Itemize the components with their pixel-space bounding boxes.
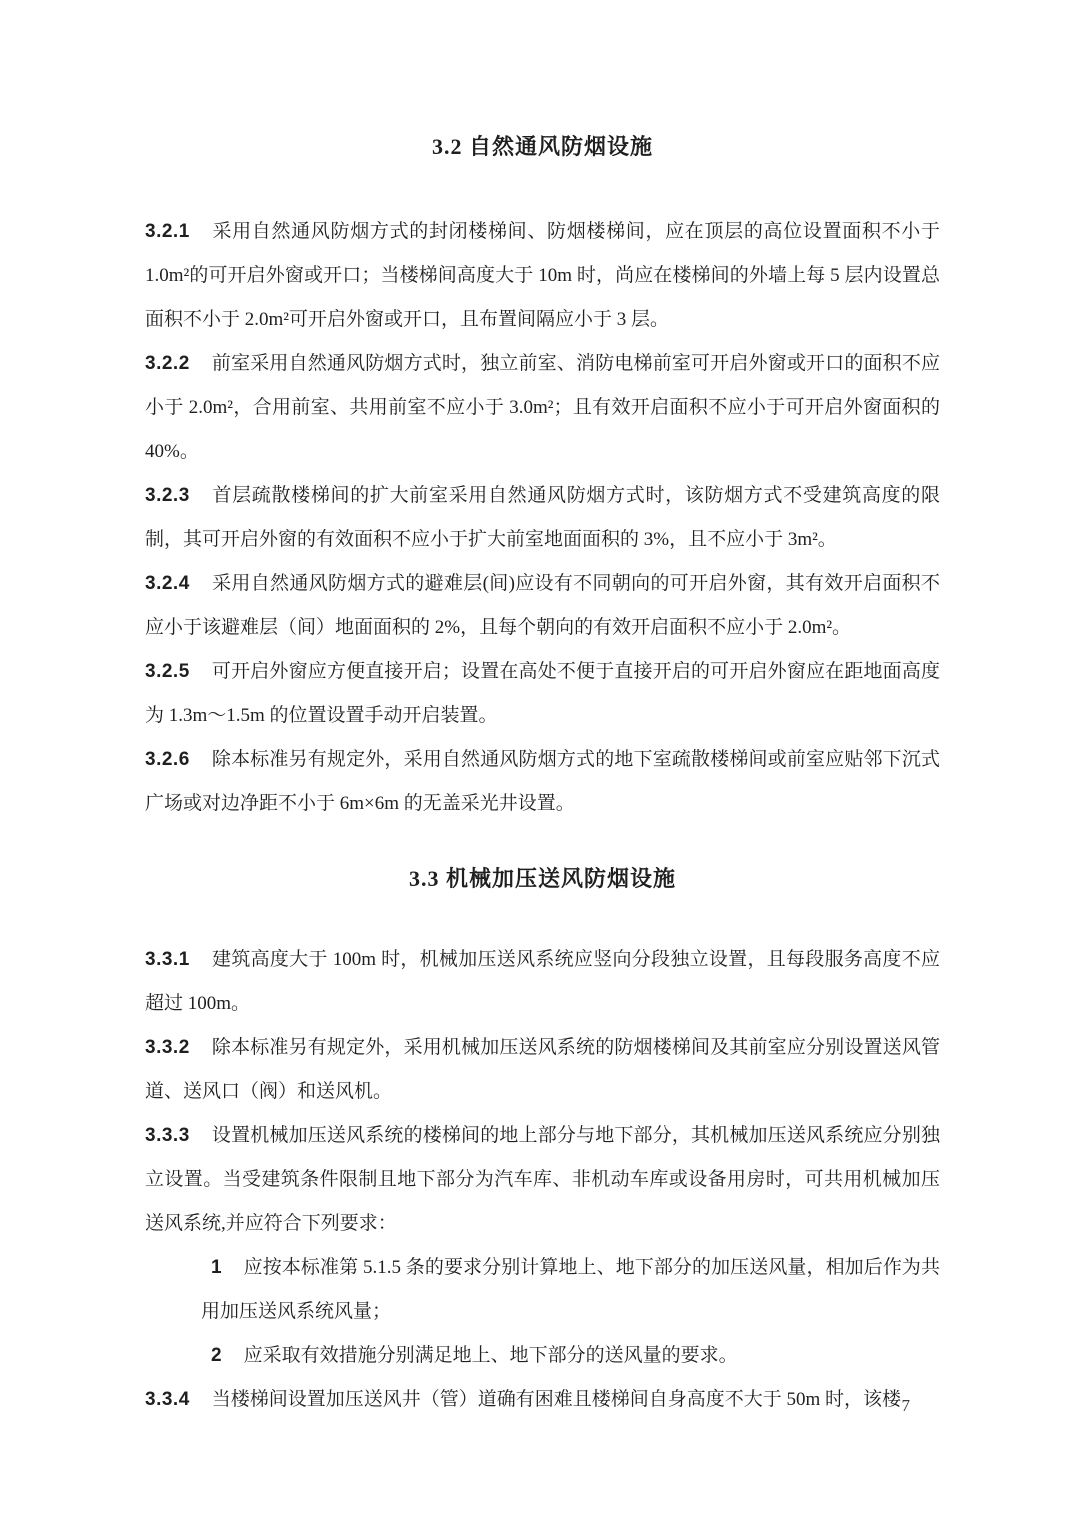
clause-text: 设置机械加压送风系统的楼梯间的地上部分与地下部分，其机械加压送风系统应分别独立设置。当受建筑条件限制且地下部分为汽车库、非机动车库或设备用房时，可共用机械加压送风系统,并应符合下列要求： [145,1125,940,1234]
clause-text: 首层疏散楼梯间的扩大前室采用自然通风防烟方式时，该防烟方式不受建筑高度的限制，其可开启外窗的有效面积不应小于扩大前室地面面积的 3%，且不应小于 3m²。 [145,485,940,550]
clause-3-2-6 [145,738,940,826]
clause-number: 3.2.4 [145,573,190,594]
clause-text: 采用自然通风防烟方式的封闭楼梯间、防烟楼梯间，应在顶层的高位设置面积不小于 1.0m²的可开启外窗或开口；当楼梯间高度大于 10m 时，尚应在楼梯间的外墙上每 5 层内设置总面积不小于 2.0m²可开启外窗或开口，且布置间隔应小于 3 层。 [145,221,940,330]
clause-number: 3.2.1 [145,221,190,242]
clause-3-2-5 [145,650,940,738]
section-title-3-2: 3.2 自然通风防烟设施 [431,134,653,159]
subitem-text: 应采取有效措施分别满足地上、地下部分的送风量的要求。 [243,1345,738,1366]
clause-3-2-4 [145,562,940,650]
clause-3-3-4 [145,1378,940,1422]
clause-number: 3.3.3 [145,1125,190,1146]
page-number: 7 [901,1396,910,1415]
clause-number: 3.2.6 [145,749,190,770]
clause-3-3-2 [145,1026,940,1114]
section-title-3-3: 3.3 机械加压送风防烟设施 [408,866,676,891]
clause-number: 3.3.4 [145,1389,190,1410]
clause-text: 采用自然通风防烟方式的避难层(间)应设有不同朝向的可开启外窗，其有效开启面积不应小于该避难层（间）地面面积的 2%，且每个朝向的有效开启面积不应小于 2.0m²。 [145,573,940,638]
clause-number: 3.3.2 [145,1037,190,1058]
clause-number: 3.3.1 [145,949,190,970]
clause-3-3-3 [145,1114,940,1246]
clause-3-3-1 [145,938,940,1026]
clause-3-2-2 [145,342,940,474]
clause-text: 建筑高度大于 100m 时，机械加压送风系统应竖向分段独立设置，且每段服务高度不应超过 100m。 [145,949,940,1014]
clause-number: 3.2.2 [145,353,190,374]
subitem-text: 应按本标准第 5.1.5 条的要求分别计算地上、地下部分的加压送风量，相加后作为共用加压送风系统风量； [201,1257,940,1322]
clause-number: 3.2.5 [145,661,190,682]
clause-number: 3.2.3 [145,485,190,506]
clause-3-2-3 [145,474,940,562]
subitem-number: 2 [211,1345,222,1366]
subitem-number: 1 [211,1257,222,1278]
clause-text: 当楼梯间设置加压送风井（管）道确有困难且楼梯间自身高度不大于 50m 时，该楼 [211,1389,902,1410]
clause-text: 除本标准另有规定外，采用自然通风防烟方式的地下室疏散楼梯间或前室应贴邻下沉式广场或对边净距不小于 6m×6m 的无盖采光井设置。 [145,749,940,814]
clause-text: 可开启外窗应方便直接开启；设置在高处不便于直接开启的可开启外窗应在距地面高度为 1.3m～1.5m 的位置设置手动开启装置。 [145,661,940,726]
subitem-2 [145,1334,940,1378]
clause-text: 除本标准另有规定外，采用机械加压送风系统的防烟楼梯间及其前室应分别设置送风管道、送风口（阀）和送风机。 [145,1037,940,1102]
clause-text: 前室采用自然通风防烟方式时，独立前室、消防电梯前室可开启外窗或开口的面积不应小于 2.0m²，合用前室、共用前室不应小于 3.0m²；且有效开启面积不应小于可开启外窗面积的 40%。 [145,353,940,462]
clause-3-2-1 [145,210,940,342]
subitem-1 [145,1246,940,1334]
